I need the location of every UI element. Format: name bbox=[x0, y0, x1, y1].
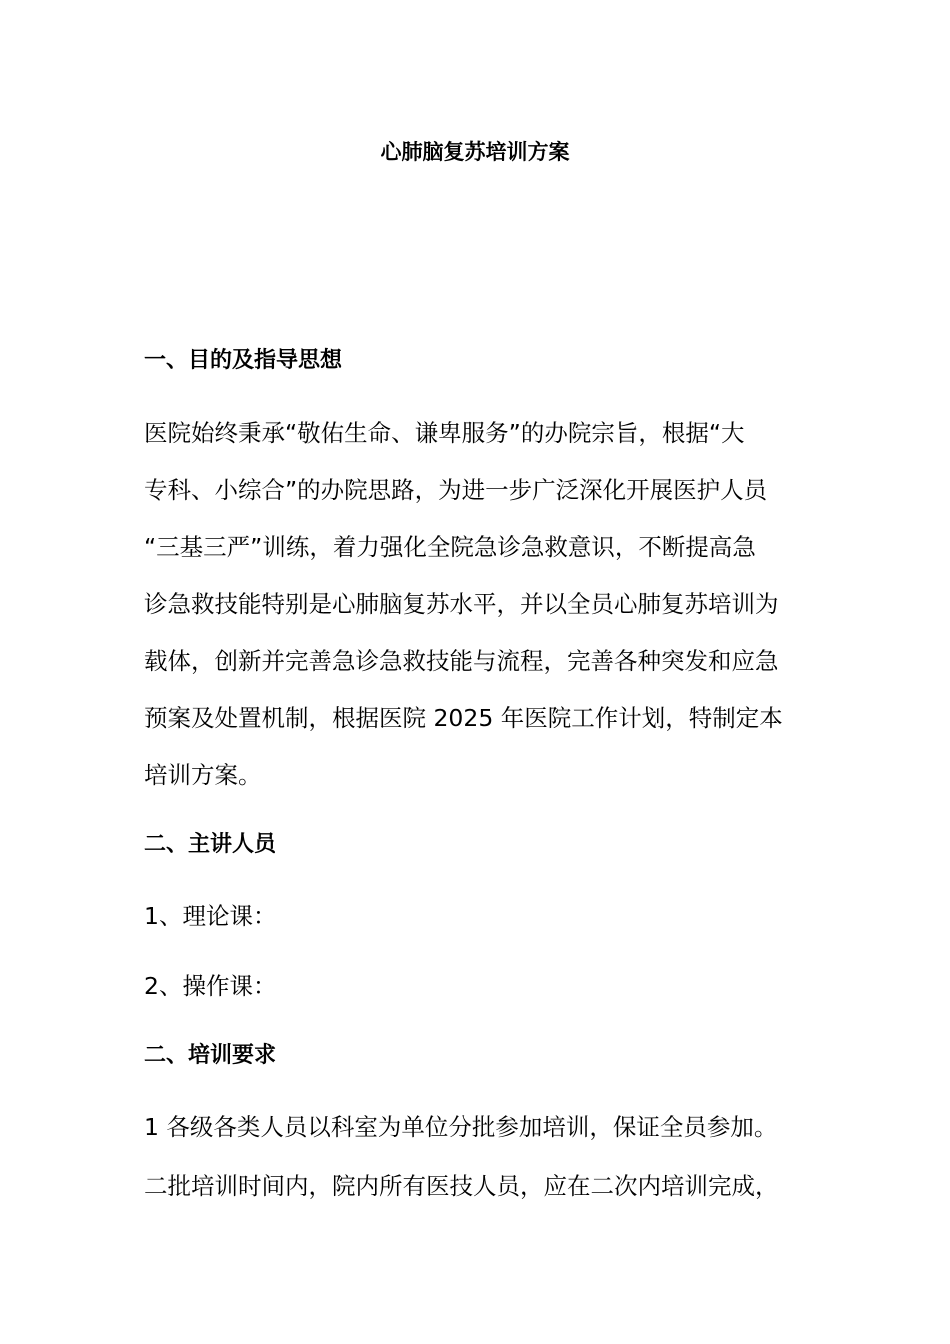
paragraph-line: 预案及处置机制，根据医院 2025 年医院工作计划，特制定本 bbox=[144, 704, 783, 732]
section-heading-purpose: 一、目的及指导思想 bbox=[144, 348, 343, 373]
paragraph-line: 医院始终秉承“敬佑生命、谦卑服务”的办院宗旨，根据“大 bbox=[144, 419, 745, 447]
paragraph-line: 二批培训时间内，院内所有医技人员，应在二次内培训完成， bbox=[144, 1172, 779, 1200]
list-item-practice: 2、操作课： bbox=[144, 972, 277, 1000]
paragraph-line: 1 各级各类人员以科室为单位分批参加培训，保证全员参加。 bbox=[144, 1113, 778, 1141]
paragraph-line: 载体，创新并完善急诊急救技能与流程，完善各种突发和应急 bbox=[144, 647, 779, 675]
paragraph-line: “三基三严”训练，着力强化全院急诊急救意识，不断提高急 bbox=[144, 533, 756, 561]
section-heading-lecturers: 二、主讲人员 bbox=[144, 832, 277, 857]
paragraph-line: 诊急救技能特别是心肺脑复苏水平，并以全员心肺复苏培训为 bbox=[144, 590, 779, 618]
list-item-theory: 1、理论课： bbox=[144, 902, 277, 930]
section-heading-requirements: 二、培训要求 bbox=[144, 1043, 277, 1068]
document-title: 心肺脑复苏培训方案 bbox=[380, 140, 570, 164]
paragraph-line: 培训方案。 bbox=[144, 761, 262, 789]
paragraph-line: 专科、小综合”的办院思路，为进一步广泛深化开展医护人员 bbox=[144, 476, 768, 504]
